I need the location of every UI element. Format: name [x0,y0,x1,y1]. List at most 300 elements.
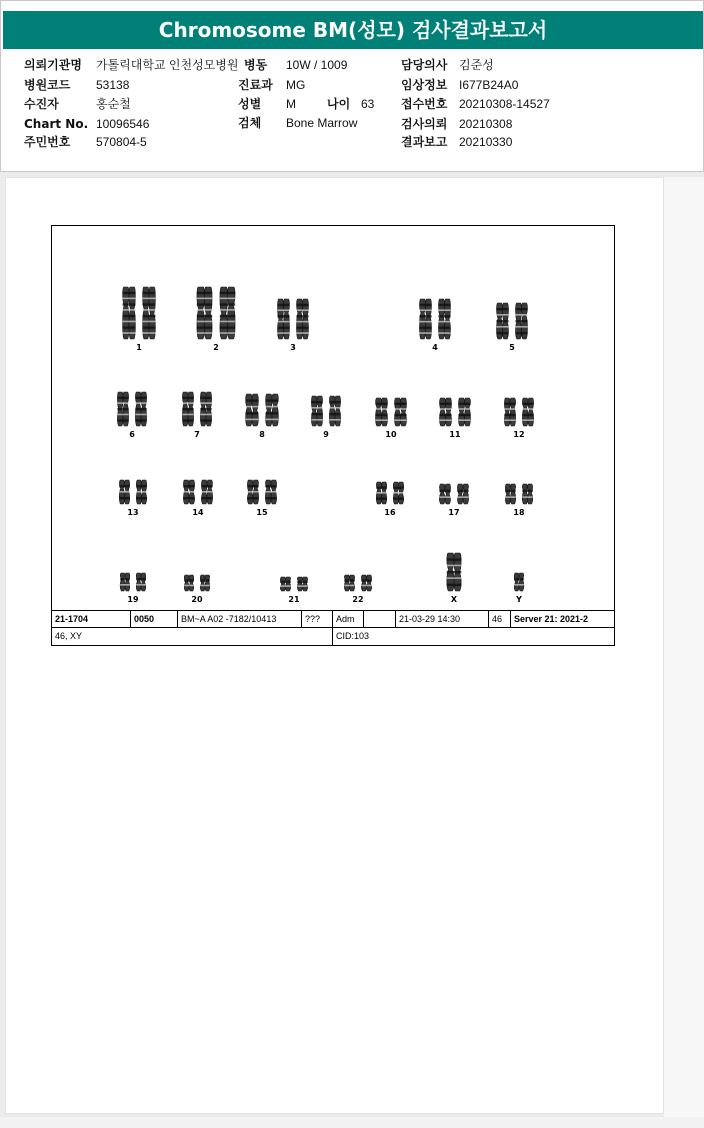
chromosome-17-image [434,481,474,507]
label-report-date: 결과보고 [401,135,448,149]
chromosome-band [247,485,258,487]
chromosome-band [143,326,156,328]
chromosome-label-13: 13 [127,508,139,517]
chromosome-band [394,408,406,410]
chromosome-band [438,332,450,334]
chromosome-band [266,412,279,414]
chromatid [510,484,515,504]
chromatid [439,484,445,504]
chromosome-band [458,408,470,410]
meta-unknown: ??? [302,611,333,628]
chromatid [344,575,349,591]
chromatid [129,287,135,339]
chromosome-20-image [179,572,215,594]
chromosome-label-2: 2 [213,343,219,352]
chromosome-band [200,397,211,399]
chromatid [349,575,354,591]
chromosome-band [182,414,193,416]
chromosome-band [522,496,533,498]
chromosome-7-image [177,389,217,429]
chromosome-band [419,321,431,323]
label-id-number: 주민번호 [24,135,71,149]
chromatid [311,396,317,426]
chromosome-band [277,309,289,311]
chromosome-band [183,497,194,499]
chromosome-band [197,298,212,300]
chromosome-12-image [499,395,539,429]
chromatid [120,573,125,591]
chromosome-6-image [112,389,152,429]
chromosome-band [265,491,276,493]
value-accession-number: 20210308-14527 [459,97,550,111]
chromosome-band [376,492,387,494]
chromosome-band [246,406,259,408]
chromatid [329,396,335,426]
label-specimen: 검체 [238,116,262,130]
chromosome-22-image [339,572,377,594]
chromatid [272,394,278,426]
value-chart-no: 10096546 [96,117,150,131]
chromosome-band [277,327,289,329]
chromosome-band [439,496,450,498]
chromosome-band [393,487,404,489]
chromosome-band [200,414,211,416]
label-accession-number: 접수번호 [401,97,448,111]
chromosome-band [344,585,355,587]
right-margin [664,177,704,1117]
value-ward: 10W / 1009 [286,58,348,72]
chromosome-band [220,309,235,311]
chromatid [504,398,510,426]
chromosome-band [522,414,533,416]
chromosome-band [201,491,212,493]
chromatid [522,484,527,504]
chromatid [285,577,290,591]
chromatid [125,573,130,591]
karyogram-meta-row-2 [52,627,614,645]
chromosome-band [419,315,431,317]
chromatid [527,484,532,504]
chromosome-band [135,397,146,399]
chromosome-band [447,565,462,567]
chromosome-5-image [491,300,533,342]
chromosome-band [265,485,276,487]
chromosome-band [296,321,308,323]
value-id-number: 570804-5 [96,135,147,149]
report-header [0,0,704,172]
chromosome-band [266,399,279,401]
meta-count: 46 [489,611,511,628]
chromosome-band [247,491,258,493]
chromosome-band [296,327,308,329]
value-request-date: 20210308 [459,117,513,131]
chromosome-band [296,309,308,311]
chromosome-band [123,321,136,323]
meta-cell-id: BM~A A02 -7182/10413 [178,611,302,628]
chromosome-band [496,326,508,328]
chromosome-1-image [117,284,161,342]
bottom-margin [0,1117,704,1128]
chromosome-band [375,414,387,416]
chromosome-band [329,419,340,421]
chromosome-band [311,413,322,415]
chromosome-band [496,320,508,322]
chromosome-band [515,314,527,316]
chromosome-band [438,304,450,306]
chromatid [227,287,235,339]
chromosome-band [200,408,211,410]
label-sex: 성별 [238,97,262,111]
chromatid [463,484,469,504]
value-specimen: Bone Marrow [286,116,358,130]
chromatid [136,573,141,591]
chromosome-band [439,419,451,421]
chromosome-band [344,579,355,581]
chromosome-band [197,332,212,334]
chromosome-band [438,309,450,311]
chromosome-label-21: 21 [288,595,300,604]
chromosome-band [136,578,146,580]
chromosome-band [419,309,431,311]
chromatid [381,398,387,426]
chromosome-band [246,412,259,414]
label-chart-no: Chart No. [24,117,89,131]
chromosome-band [515,332,527,334]
chromosome-11-image [434,395,476,429]
chromatid [302,577,307,591]
chromatid [376,398,382,426]
chromosome-band [394,419,406,421]
chromosome-band [419,304,431,306]
meta-datetime: 21-03-29 14:30 [396,611,489,628]
chromosome-9-image [306,393,346,429]
chromosome-band [136,497,147,499]
chromosome-label-19: 19 [127,595,139,604]
chromosome-band [197,292,212,294]
chromosome-band [311,401,322,403]
chromosome-4-image [414,296,456,342]
chromosome-band [200,402,211,404]
chromosome-band [280,581,291,583]
karyogram-meta-row-1 [52,610,614,628]
chromosome-band [197,315,212,317]
chromosome-label-8: 8 [259,430,265,439]
chromatid [528,398,534,426]
chromosome-15-image [242,477,282,507]
chromosome-band [496,332,508,334]
chromosome-band [123,326,136,328]
chromosome-band [504,414,515,416]
chromosome-label-14: 14 [192,508,204,517]
label-age: 나이 [327,97,351,111]
chromosome-band [220,315,235,317]
chromosome-label-6: 6 [129,430,135,439]
chromosome-band [361,585,372,587]
chromosome-label-1: 1 [136,343,142,352]
label-patient-name: 수진자 [24,97,59,111]
chromosome-band [297,581,308,583]
chromosome-14-image [178,477,218,507]
chromosome-band [136,485,147,487]
chromosome-band [329,407,340,409]
chromosome-band [117,414,128,416]
value-department: MG [286,78,306,92]
chromosome-band [220,298,235,300]
chromosome-band [123,315,136,317]
chromosome-band [143,292,156,294]
chromatid [440,398,446,426]
chromosome-band [496,314,508,316]
chromatid [400,398,406,426]
chromosome-label-11: 11 [449,430,461,439]
chromosome-band [280,585,291,587]
chromosome-band [197,309,212,311]
chromosome-band [265,497,276,499]
chromosome-16-image [371,479,409,507]
chromosome-label-17: 17 [448,508,460,517]
chromosome-x-image [441,550,467,594]
meta-cid: CID:103 [336,631,370,641]
meta-slide: 0050 [131,611,178,628]
chromosome-band [375,419,387,421]
value-patient-name: 홍순철 [96,97,131,111]
chromosome-band [438,327,450,329]
chromatid [246,394,252,426]
meta-server: Server 21: 2021-2 [514,614,589,624]
chromosome-band [458,403,470,405]
chromosome-band [120,584,130,586]
chromosome-band [135,402,146,404]
label-hospital-code: 병원코드 [24,78,71,92]
chromosome-band [123,298,136,300]
label-request-date: 검사의뢰 [401,117,448,131]
chromatid [464,398,470,426]
chromosome-band [277,332,289,334]
chromosome-band [135,414,146,416]
chromosome-band [119,497,130,499]
chromosome-band [182,419,193,421]
chromosome-band [522,408,533,410]
chromatid [220,287,228,339]
chromosome-band [120,578,130,580]
chromosome-band [375,408,387,410]
chromosome-3-image [272,296,314,342]
chromosome-band [457,490,468,492]
chromosome-band [393,498,404,500]
chromosome-band [266,419,279,421]
label-ward: 병동 [244,58,268,72]
chromosome-band [505,496,516,498]
chromatid [457,484,463,504]
chromosome-band [182,408,193,410]
chromosome-band [296,332,308,334]
chromosome-band [522,490,533,492]
chromosome-band [296,304,308,306]
chromosome-band [376,498,387,500]
chromatid [197,287,205,339]
label-clinical-info: 임상정보 [401,78,448,92]
chromosome-label-x: X [450,595,458,604]
chromosome-band [117,408,128,410]
chromatid [445,398,451,426]
chromatid [200,575,205,591]
chromosome-21-image [275,574,313,594]
chromosome-band [496,308,508,310]
chromosome-band [200,585,210,587]
chromatid [123,287,129,339]
chromosome-label-5: 5 [509,343,515,352]
chromatid [252,394,258,426]
chromosome-band [504,403,515,405]
chromosome-band [117,397,128,399]
value-age: 63 [361,97,375,111]
chromosome-band [447,571,462,573]
chromosome-band [123,309,136,311]
chromosome-band [119,485,130,487]
chromosome-band [246,419,259,421]
chromatid [519,573,524,591]
chromosome-band [143,315,156,317]
chromatid [141,573,146,591]
chromosome-band [277,304,289,306]
chromosome-band [296,315,308,317]
chromosome-band [504,408,515,410]
chromosome-band [182,397,193,399]
chromosome-label-12: 12 [513,430,525,439]
chromosome-band [277,321,289,323]
value-doctor: 김준성 [459,58,494,72]
chromosome-band [457,496,468,498]
chromosome-band [220,326,235,328]
chromatid [510,398,516,426]
chromosome-2-image [191,284,241,342]
chromatid [205,575,210,591]
chromosome-band [184,579,194,581]
chromosome-band [311,419,322,421]
chromatid [445,484,451,504]
label-institution: 의뢰기관명 [24,58,82,72]
chromatid [522,398,528,426]
chromosome-band [123,332,136,334]
chromatid [459,398,465,426]
chromosome-band [143,309,156,311]
chromosome-band [201,497,212,499]
chromosome-band [361,579,372,581]
chromosome-band [514,584,524,586]
chromosome-band [447,584,462,586]
chromosome-label-7: 7 [194,430,200,439]
chromatid [317,396,323,426]
chromosome-13-image [114,477,152,507]
chromatid [280,577,285,591]
chromosome-band [220,303,235,305]
chromosome-band [522,419,533,421]
chromatid [335,396,341,426]
chromosome-band [220,332,235,334]
chromosome-band [515,320,527,322]
chromosome-band [183,485,194,487]
chromosome-band [201,485,212,487]
chromatid [149,287,155,339]
chromosome-band [143,332,156,334]
chromosome-band [419,327,431,329]
meta-user: Adm [333,611,364,628]
chromosome-band [143,303,156,305]
chromosome-band [297,585,308,587]
chromatid [189,575,194,591]
chromosome-band [119,491,130,493]
chromosome-band [505,490,516,492]
chromosome-band [376,487,387,489]
chromatid [366,575,371,591]
chromosome-band [515,326,527,328]
chromosome-8-image [240,391,284,429]
chromosome-band [439,414,451,416]
chromosome-18-image [500,481,538,507]
chromosome-band [246,399,259,401]
chromosome-band [197,326,212,328]
chromosome-label-4: 4 [432,343,438,352]
chromatid [505,484,510,504]
chromosome-band [117,419,128,421]
chromosome-band [200,579,210,581]
chromosome-band [514,578,524,580]
chromosome-label-9: 9 [323,430,329,439]
value-report-date: 20210330 [459,135,513,149]
chromatid [297,577,302,591]
chromosome-band [439,490,450,492]
chromosome-band [183,491,194,493]
chromatid [395,398,401,426]
chromosome-band [438,321,450,323]
chromosome-band [197,303,212,305]
value-clinical-info: I677B24A0 [459,78,519,92]
meta-case-id: 21-1704 [52,611,131,628]
chromosome-band [266,406,279,408]
chromosome-band [220,321,235,323]
chromosome-band [447,558,462,560]
chromosome-band [143,321,156,323]
chromosome-band [277,315,289,317]
chromosome-band [419,332,431,334]
chromosome-band [439,403,451,405]
chromosome-band [220,292,235,294]
chromosome-band [394,403,406,405]
chromosome-band [504,419,515,421]
chromosome-label-3: 3 [290,343,296,352]
chromosome-band [375,403,387,405]
chromatid [266,394,272,426]
chromatid [143,287,149,339]
chromosome-10-image [370,395,412,429]
chromosome-label-16: 16 [384,508,396,517]
chromosome-band [522,403,533,405]
chromosome-band [200,419,211,421]
chromosome-band [136,584,146,586]
chromosome-label-10: 10 [385,430,397,439]
chromosome-band [311,407,322,409]
chromosome-band [197,321,212,323]
chromosome-band [515,308,527,310]
chromosome-band [143,298,156,300]
chromosome-band [184,585,194,587]
meta-karyotype: 46, XY [52,628,333,645]
chromosome-label-15: 15 [256,508,268,517]
chromatid [204,287,212,339]
chromosome-band [438,315,450,317]
chromosome-label-y: Y [516,595,522,604]
chromosome-band [393,492,404,494]
